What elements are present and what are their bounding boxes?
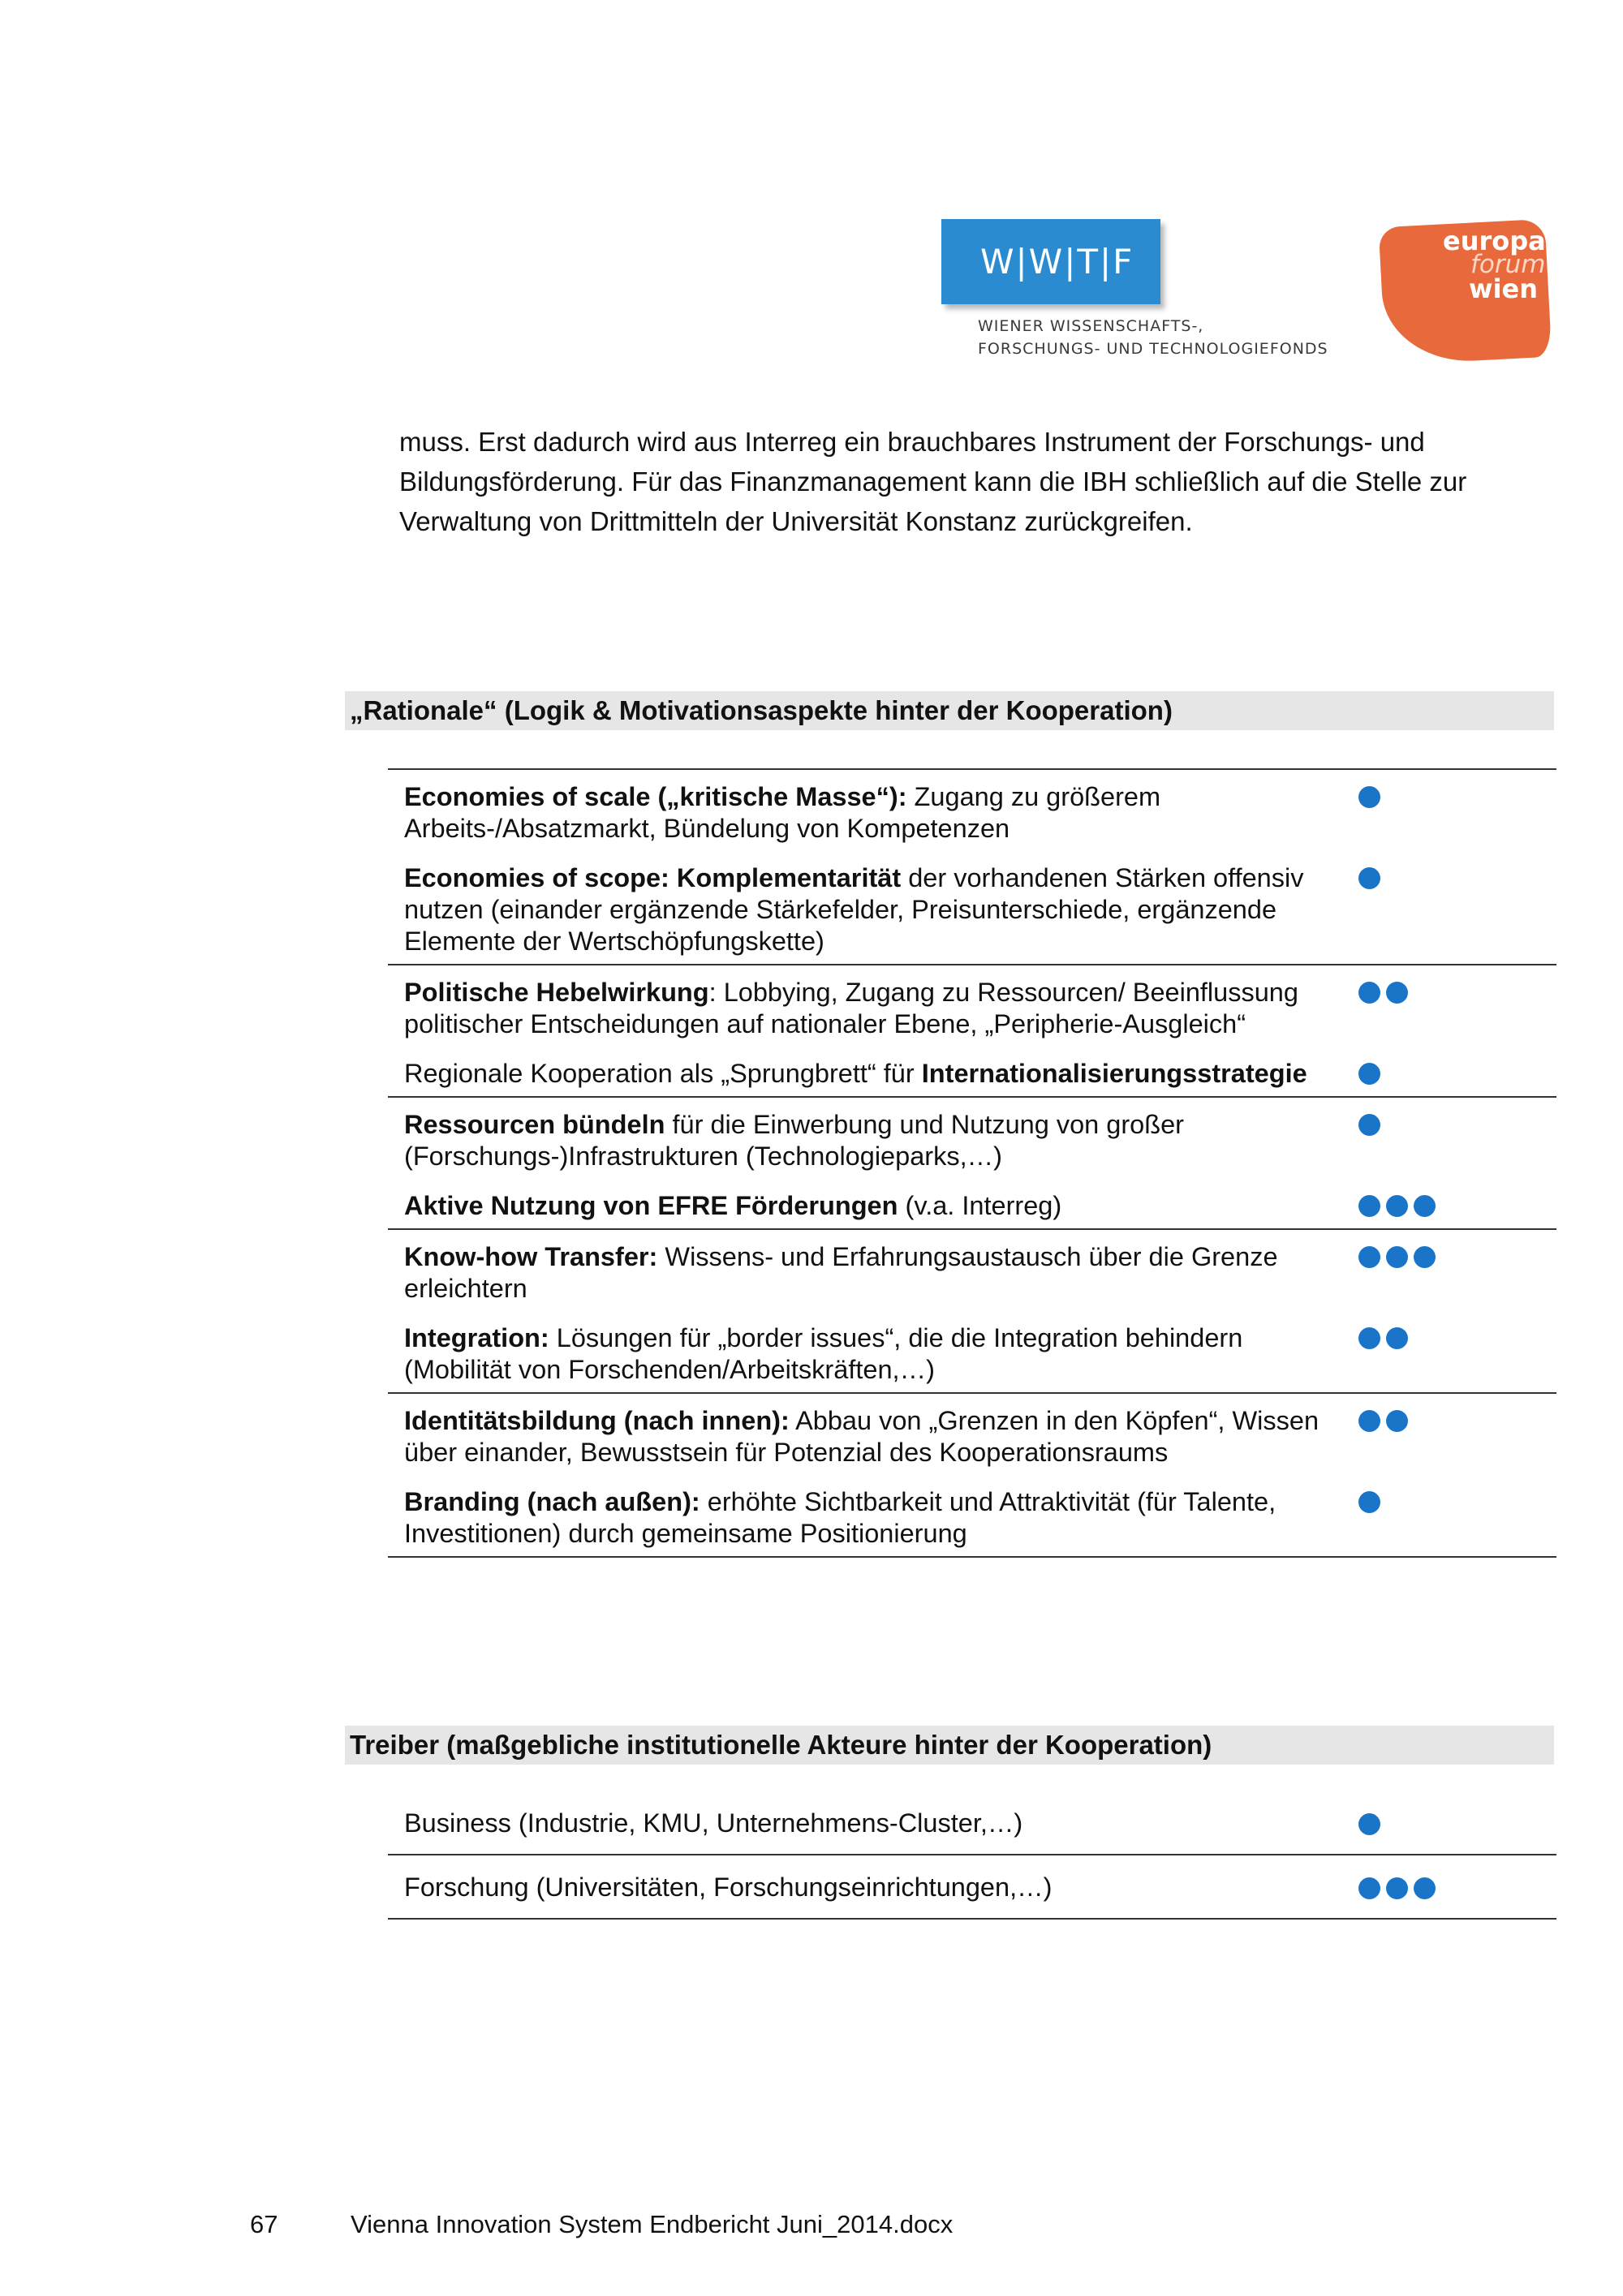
row-text-plain: Abbau von „Grenzen in den Köpfen“, Wissen über einander, Bewusstsein für Potenzial des Kooperationsraums	[404, 1406, 1319, 1467]
wwtf-logo	[941, 219, 1160, 304]
table-row	[388, 1047, 1556, 1096]
rating-dots	[1358, 1114, 1386, 1140]
table-row	[388, 770, 1556, 851]
rating-dot-icon	[1386, 1246, 1408, 1268]
row-text-plain: Wissens- und Erfahrungsaustausch über die Grenze erleichtern	[404, 1242, 1278, 1303]
rating-dot-icon	[1358, 1114, 1380, 1136]
row-text	[404, 1405, 1337, 1468]
rationale-heading: „Rationale“ (Logik & Motivationsaspekte hinter der Kooperation)	[345, 691, 1554, 730]
rating-dot-icon	[1414, 1246, 1436, 1268]
row-text-bold: Politische Hebelwirkung	[404, 978, 709, 1007]
row-text-plain: für die Einwerbung und Nutzung von großer (Forschungs-)Infrastrukturen (Technologieparks,…)	[404, 1110, 1184, 1171]
europaforum-logo-line-1: europa	[1443, 226, 1546, 256]
rating-dots	[1358, 1877, 1441, 1903]
wwtf-subtitle-line-2: FORSCHUNGS- UND TECHNOLOGIEFONDS	[978, 340, 1328, 358]
rating-dots	[1358, 1410, 1414, 1436]
rating-dot-icon	[1358, 867, 1380, 889]
row-text-bold: Identitätsbildung (nach innen):	[404, 1406, 790, 1435]
table-rule	[388, 1918, 1556, 1920]
table-row	[388, 851, 1556, 964]
table-row	[388, 1179, 1556, 1228]
table-row	[388, 1791, 1556, 1854]
row-text	[404, 977, 1337, 1040]
row-text-bold: Know-how Transfer:	[404, 1242, 658, 1271]
document-name: Vienna Innovation System Endbericht Juni_2014.docx	[351, 2210, 954, 2238]
rating-dot-icon	[1358, 1813, 1380, 1835]
row-text-bold: Internationalisierungsstrategie	[921, 1059, 1307, 1088]
intro-paragraph: muss. Erst dadurch wird aus Interreg ein brauchbares Instrument der Forschungs- und Bildungsförderung. Für das Finanzmanagement kann die IBH schließlich auf die Stelle zur Verwaltung von Drittmitteln der Universität Konstanz zurückgreifen.	[399, 427, 1467, 536]
table-row	[388, 1098, 1556, 1179]
rating-dot-icon	[1386, 1195, 1408, 1217]
row-text	[404, 781, 1337, 845]
row-text	[404, 1190, 1337, 1222]
rating-dots	[1358, 1246, 1441, 1272]
row-text-bold: Ressourcen bündeln	[404, 1110, 665, 1139]
wwtf-logo-subtitle	[978, 315, 1328, 360]
row-text-bold: Economies of scope: Komplementarität	[404, 863, 902, 892]
rating-dots	[1358, 1813, 1386, 1839]
row-text-plain: der vorhandenen Stärken offensiv nutzen (einander ergänzende Stärkefelder, Preisunterschiede, ergänzende Elemente der Wertschöpfungskette)	[404, 863, 1304, 956]
treiber-table	[388, 1791, 1556, 1920]
rating-dot-icon	[1358, 1063, 1380, 1085]
rating-dot-icon	[1358, 1491, 1380, 1513]
row-text-plain: Regionale Kooperation als „Sprungbrett“ für	[404, 1059, 922, 1088]
wwtf-logo-mark: W|W|T|F	[980, 242, 1134, 282]
rating-dots	[1358, 1327, 1414, 1353]
row-text-bold: Branding (nach außen):	[404, 1487, 700, 1516]
row-text-plain: Business (Industrie, KMU, Unternehmens-Cluster,…)	[404, 1808, 1023, 1838]
rating-dots	[1358, 1491, 1386, 1517]
row-text-plain: (v.a. Interreg)	[898, 1191, 1062, 1220]
row-text	[404, 862, 1337, 957]
row-text-plain: : Lobbying, Zugang zu Ressourcen/ Beeinflussung politischer Entscheidungen auf nationaler Ebene, „Peripherie-Ausgleich“	[404, 978, 1298, 1038]
treiber-heading: Treiber (maßgebliche institutionelle Akteure hinter der Kooperation)	[345, 1726, 1554, 1765]
rating-dots	[1358, 786, 1386, 812]
table-row	[388, 1475, 1556, 1556]
table-row	[388, 1311, 1556, 1392]
rating-dot-icon	[1358, 982, 1380, 1004]
row-text-plain: erhöhte Sichtbarkeit und Attraktivität (für Talente, Investitionen) durch gemeinsame Positionierung	[404, 1487, 1276, 1548]
rating-dot-icon	[1358, 1410, 1380, 1432]
row-text-bold: Integration:	[404, 1323, 549, 1352]
row-text-bold: Aktive Nutzung von EFRE Förderungen	[404, 1191, 898, 1220]
rating-dot-icon	[1358, 1246, 1380, 1268]
table-row	[388, 1394, 1556, 1475]
rating-dot-icon	[1414, 1877, 1436, 1899]
table-row	[388, 965, 1556, 1047]
rationale-table	[388, 768, 1556, 1558]
rating-dot-icon	[1386, 1327, 1408, 1349]
rating-dot-icon	[1358, 1327, 1380, 1349]
row-text	[404, 1486, 1337, 1550]
rating-dots	[1358, 1063, 1386, 1089]
rating-dot-icon	[1386, 1877, 1408, 1899]
rating-dots	[1358, 982, 1414, 1008]
row-text	[404, 1241, 1337, 1305]
table-row	[388, 1230, 1556, 1311]
row-text	[404, 1058, 1337, 1090]
rating-dot-icon	[1358, 786, 1380, 808]
row-text	[404, 1322, 1337, 1386]
europaforum-logo-line-3: wien	[1469, 273, 1539, 304]
row-text-plain: Zugang zu größerem Arbeits-/Absatzmarkt, Bündelung von Kompetenzen	[404, 782, 1161, 843]
page-number: 67	[250, 2210, 278, 2238]
rating-dots	[1358, 867, 1386, 893]
row-text	[404, 1109, 1337, 1172]
table-rule	[388, 1556, 1556, 1558]
rating-dot-icon	[1386, 982, 1408, 1004]
row-text-plain: Lösungen für „border issues“, die die Integration behindern (Mobilität von Forschenden/Arbeitskräften,…)	[404, 1323, 1243, 1384]
wwtf-subtitle-line-1: WIENER WISSENSCHAFTS-,	[978, 317, 1204, 335]
rating-dot-icon	[1386, 1410, 1408, 1432]
table-row	[388, 1855, 1556, 1918]
row-text-plain: Forschung (Universitäten, Forschungseinrichtungen,…)	[404, 1872, 1053, 1902]
row-text	[404, 1808, 1337, 1839]
row-text-bold: Economies of scale („kritische Masse“):	[404, 782, 907, 811]
row-text	[404, 1872, 1337, 1903]
rating-dot-icon	[1414, 1195, 1436, 1217]
rating-dot-icon	[1358, 1877, 1380, 1899]
rating-dots	[1358, 1195, 1441, 1221]
europaforum-logo-line-2: forum	[1470, 250, 1546, 279]
rating-dot-icon	[1358, 1195, 1380, 1217]
